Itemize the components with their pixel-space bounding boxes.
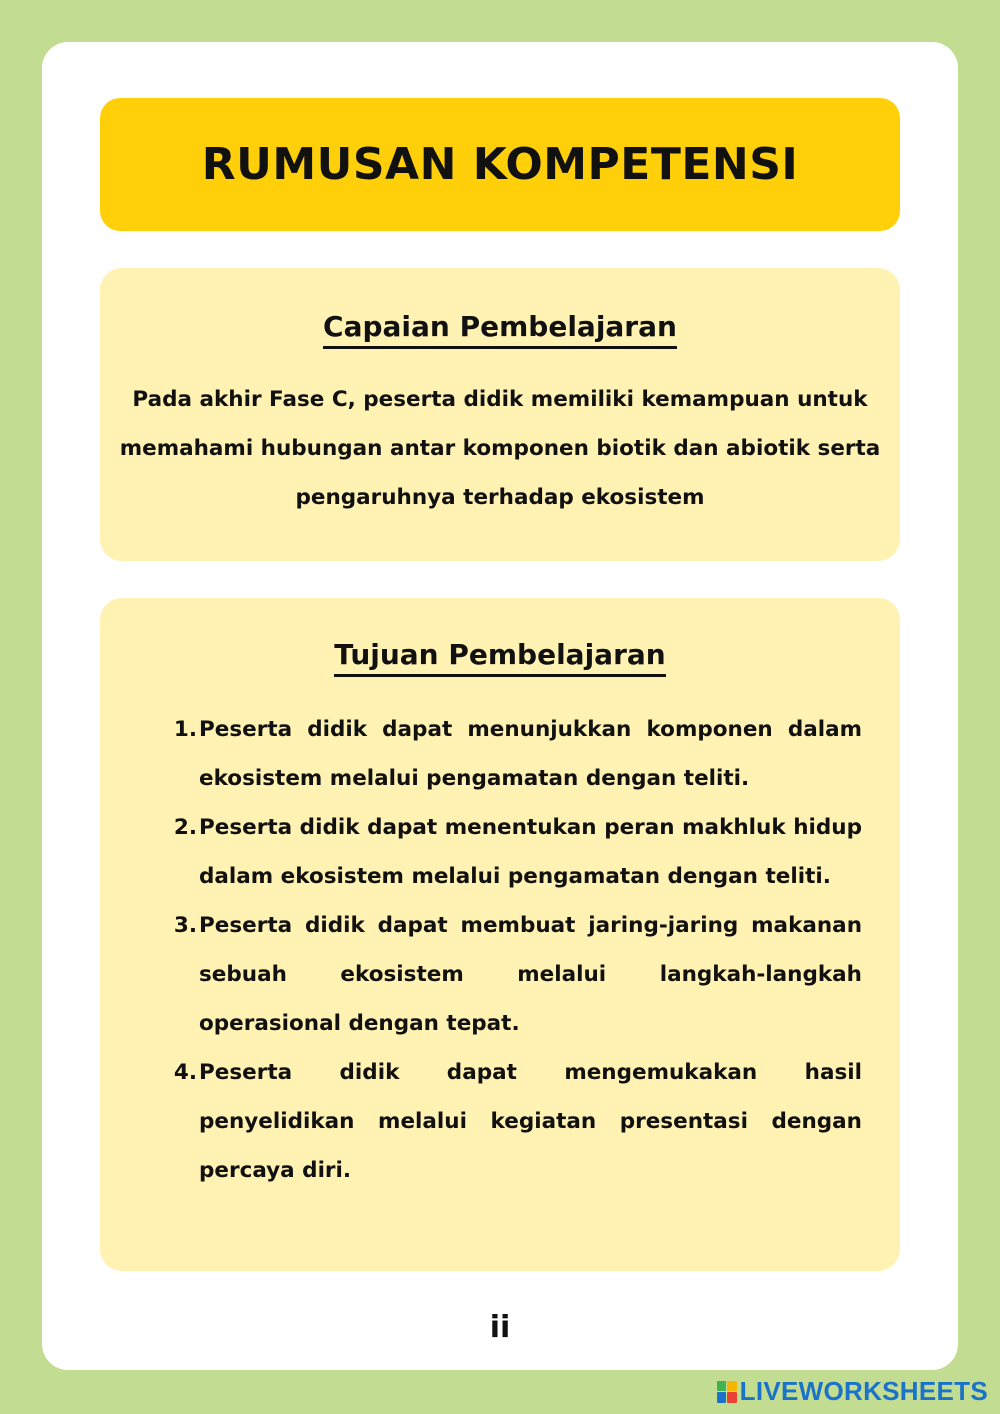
list-item-text: Peserta didik dapat menentukan peran makhluk hidup dalam ekosistem melalui pengamatan dengan teliti. [199, 815, 862, 889]
capaian-panel [100, 268, 900, 561]
list-item [155, 901, 862, 1048]
list-item-text: Peserta didik dapat mengemukakan hasil penyelidikan melalui kegiatan presentasi dengan percaya diri. [199, 1060, 862, 1183]
list-item-text: Peserta didik dapat membuat jaring-jaring makanan sebuah ekosistem melalui langkah-langkah operasional dengan tepat. [199, 913, 862, 1036]
page-title: RUMUSAN KOMPETENSI [201, 139, 799, 190]
list-item [155, 705, 862, 803]
list-item-number: 1. [173, 717, 197, 742]
liveworksheets-logo[interactable] [717, 1376, 988, 1407]
list-item [155, 1048, 862, 1195]
page-number: ii [489, 1310, 511, 1345]
capaian-heading-text: Capaian Pembelajaran [323, 310, 677, 349]
liveworksheets-text: LIVEWORKSHEETS [739, 1376, 988, 1406]
list-item-text: Peserta didik dapat menunjukkan komponen dalam ekosistem melalui pengamatan dengan teliti. [199, 717, 862, 791]
tujuan-heading [100, 638, 900, 671]
tujuan-list [155, 705, 862, 1195]
list-item-number: 4. [173, 1060, 197, 1085]
title-banner [100, 98, 900, 231]
capaian-heading [100, 310, 900, 343]
tujuan-panel [100, 598, 900, 1271]
capaian-text: Pada akhir Fase C, peserta didik memiliki kemampuan untuk memahami hubungan antar komponen biotik dan abiotik serta pengaruhnya terhadap ekosistem [119, 387, 881, 510]
list-item-number: 2. [173, 815, 197, 840]
tujuan-heading-text: Tujuan Pembelajaran [334, 638, 665, 677]
list-item-number: 3. [173, 913, 197, 938]
worksheet-page [42, 42, 958, 1370]
list-item [155, 803, 862, 901]
liveworksheets-icon [717, 1381, 737, 1403]
